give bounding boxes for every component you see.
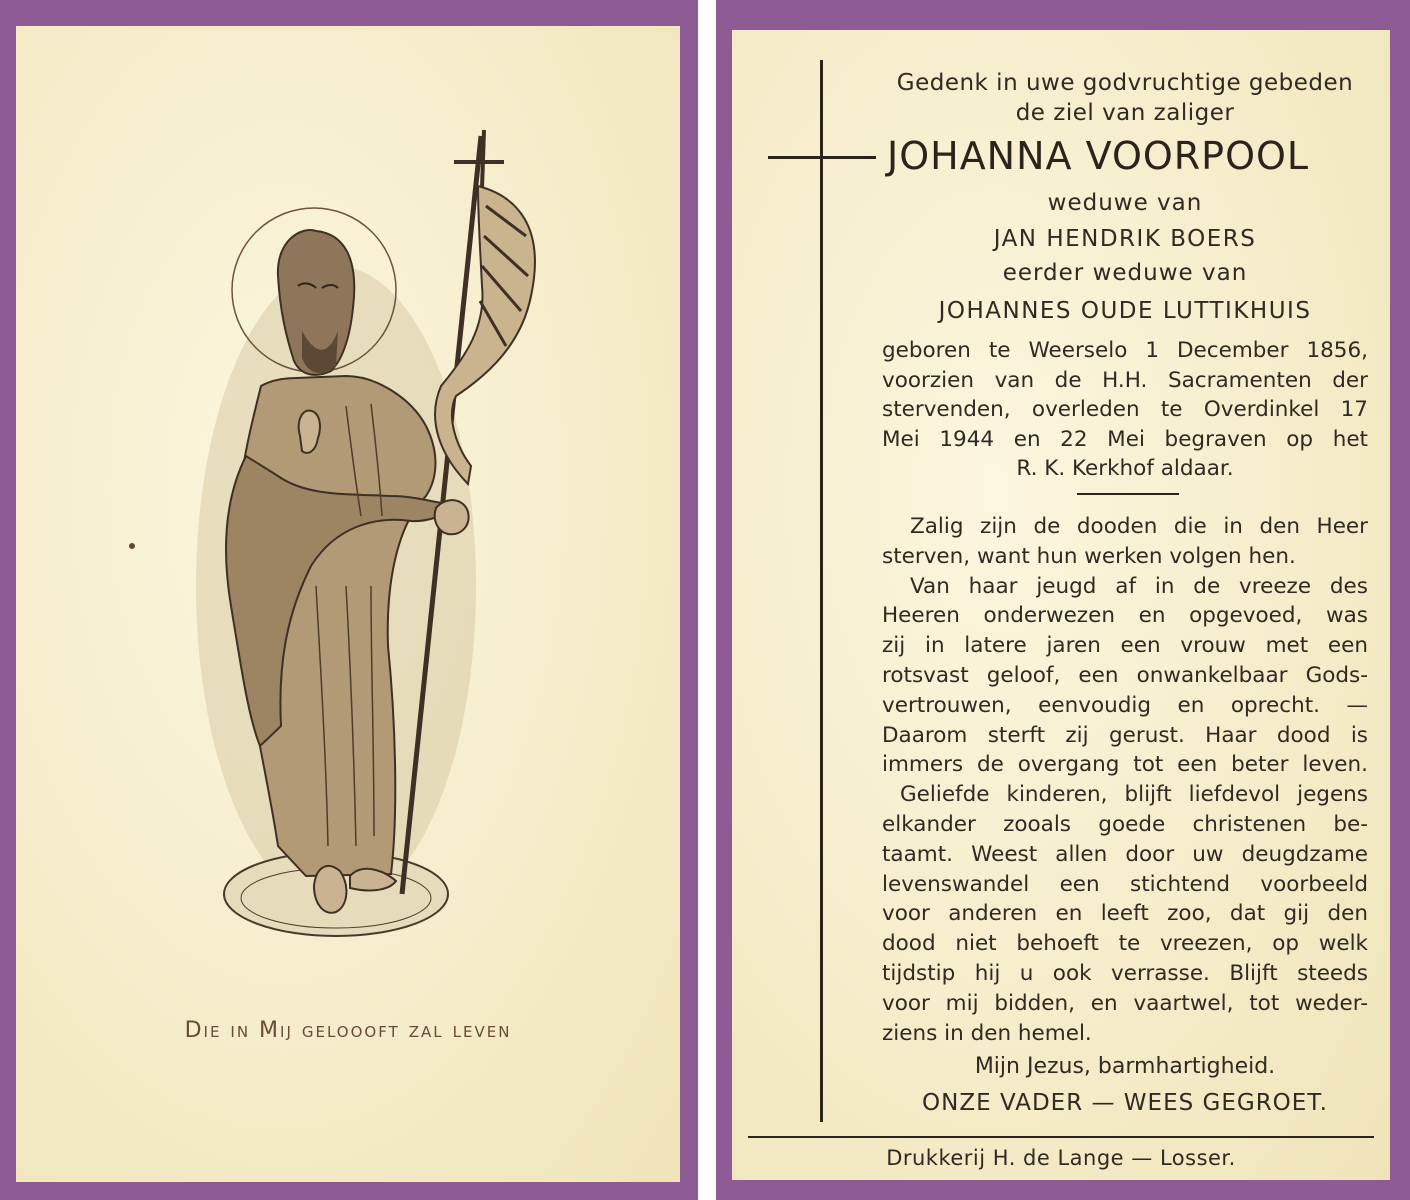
memorial-text (882, 512, 1368, 1048)
body-line: Heeren onderwezen en opgevoed, was (882, 603, 1368, 629)
front-paper (16, 26, 680, 1182)
body-line: Van haar jeugd af in de vreeze des (910, 573, 1368, 599)
intro-line-1: Gedenk in uwe godvruchtige gebeden (896, 70, 1354, 96)
cross-vertical (820, 60, 823, 1122)
body-line: Geliefde kinderen, blijft liefdevol jegens (900, 782, 1368, 808)
body-line: elkander zooals goede christenen be- (882, 811, 1368, 837)
widow-of-2: eerder weduwe van (1002, 260, 1248, 286)
bio-line: geboren te Weerselo 1 December 1856, (882, 338, 1368, 363)
back-card (716, 0, 1410, 1200)
bio-line: stervenden, overleden te Overdinkel 17 (882, 397, 1368, 422)
body-line: taamt. Weest allen door uw deugdzame (882, 841, 1368, 867)
back-paper (732, 30, 1390, 1180)
body-line: zij in latere jaren een vrouw met een (882, 633, 1368, 659)
body-line: ziens in den hemel. (882, 1020, 1092, 1046)
body-line: levenswandel een stichtend voorbeeld (882, 871, 1368, 897)
body-line: dood niet behoeft te vreezen, op welk (882, 931, 1368, 957)
printer-credit: Drukkerij H. de Lange — Losser. (886, 1146, 1236, 1170)
prayer-line-2: ONZE VADER — WEES GEGROET. (922, 1090, 1328, 1116)
body-line: immers de overgang tot een beter leven. (882, 752, 1368, 778)
deceased-name: JOHANNA VOORPOOL (887, 134, 1310, 178)
footer-rule (748, 1136, 1374, 1138)
body-line: sterven, want hun werken volgen hen. (882, 543, 1296, 569)
body-line: Zalig zijn de dooden die in den Heer (910, 514, 1368, 539)
body-line: voor mij bidden, en vaartwel, tot weder- (882, 990, 1368, 1016)
intro-line-2: de ziel van zaliger (1015, 100, 1235, 126)
body-line: vertrouwen, eenvoudig en oprecht. — (882, 692, 1368, 718)
bio-line: R. K. Kerkhof aldaar. (1016, 456, 1234, 481)
body-line: Daarom sterft zij gerust. Haar dood is (882, 722, 1368, 748)
widow-of-1: weduwe van (1047, 190, 1203, 216)
biography (882, 336, 1368, 484)
spouse-2: JOHANNES OUDE LUTTIKHUIS (938, 298, 1312, 324)
bio-line: Mei 1944 en 22 Mei begraven op het (882, 426, 1368, 452)
feet (314, 866, 346, 913)
intro-text (882, 68, 1368, 128)
body-line: voor anderen en leeft zoo, dat gij den (882, 901, 1368, 927)
front-card (0, 0, 698, 1200)
spouse-1: JAN HENDRIK BOERS (993, 226, 1257, 252)
prayer-line-1: Mijn Jezus, barmhartigheid. (974, 1054, 1276, 1079)
body-line: tijdstip hij u ook verrasse. Blijft steeds (882, 960, 1368, 986)
front-caption: Die in Mij geloooft zal leven (184, 1018, 512, 1043)
cross-horizontal (768, 156, 876, 159)
section-divider (1077, 493, 1179, 495)
bio-line: voorzien van de H.H. Sacramenten der (882, 367, 1368, 393)
staff-hand (435, 500, 469, 534)
christ-illustration (16, 26, 680, 1182)
body-line: rotsvast geloof, een onwankelbaar Gods- (882, 662, 1368, 688)
